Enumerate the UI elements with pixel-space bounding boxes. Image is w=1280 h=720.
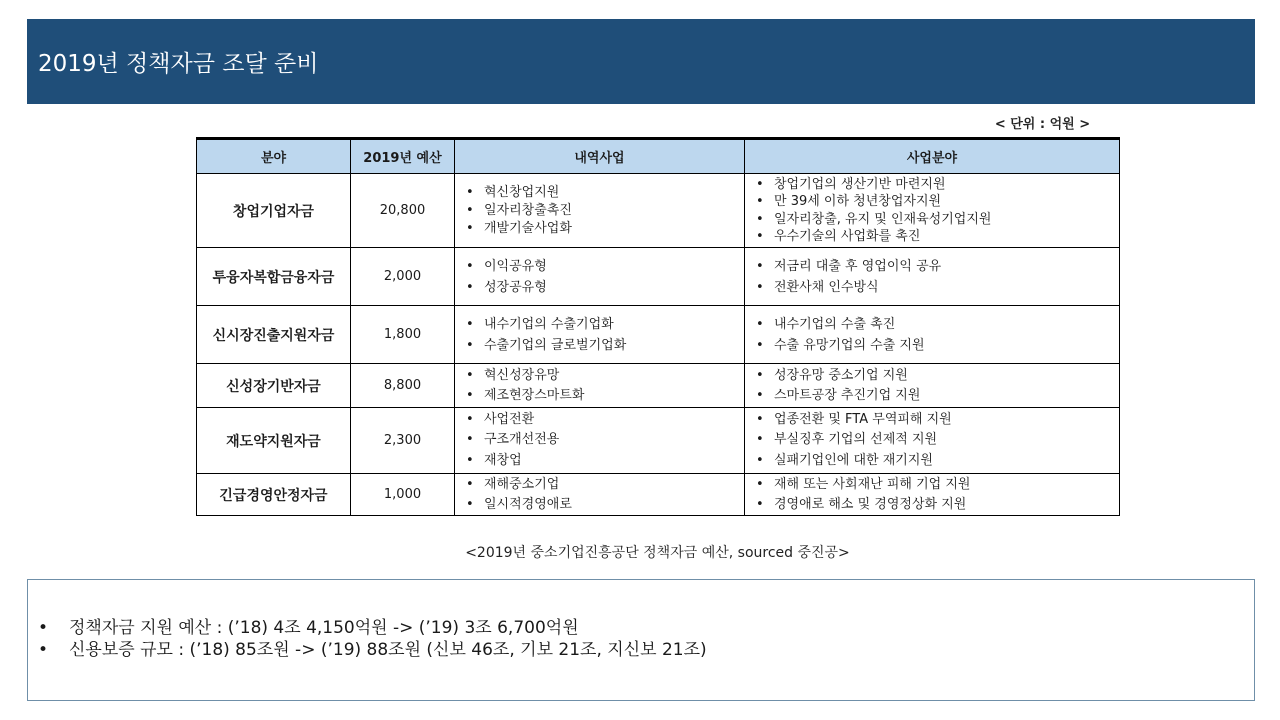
list-item: • 성장유망 중소기업 지원 xyxy=(756,366,1119,386)
list-item: • 일자리창출촉진 xyxy=(466,202,744,220)
table-row xyxy=(197,474,1120,516)
programs-cell xyxy=(455,474,745,516)
table-header-row xyxy=(197,139,1120,174)
areas-cell xyxy=(745,408,1120,474)
list-item: • 개발기술사업화 xyxy=(466,220,744,238)
list-item: • 제조현장스마트화 xyxy=(466,386,744,406)
field-cell: 재도약지원자금 xyxy=(197,408,351,474)
list-item: • 재해 또는 사회재난 피해 기업 지원 xyxy=(756,475,1119,495)
column-header: 2019년 예산 xyxy=(351,139,455,174)
list-item: • 재해중소기업 xyxy=(466,475,744,495)
list-item: • 수출 유망기업의 수출 지원 xyxy=(756,335,1119,356)
table-row xyxy=(197,408,1120,474)
list-item: • 혁신창업지원 xyxy=(466,184,744,202)
list-item: • 혁신성장유망 xyxy=(466,366,744,386)
budget-cell: 1,000 xyxy=(351,474,455,516)
summary-item: • 정책자금 지원 예산 : (’18) 4조 4,150억원 -> (’19) 3조 6,700억원 xyxy=(38,617,707,639)
page-title: 2019년 정책자금 조달 준비 xyxy=(38,51,319,77)
list-item: • 경영애로 해소 및 경영정상화 지원 xyxy=(756,495,1119,515)
column-header: 분야 xyxy=(197,139,351,174)
field-cell: 창업기업자금 xyxy=(197,174,351,248)
list-item: • 우수기술의 사업화를 촉진 xyxy=(756,228,1119,246)
list-item: • 전환사채 인수방식 xyxy=(756,277,1119,298)
budget-table xyxy=(196,137,1120,516)
budget-cell: 20,800 xyxy=(351,174,455,248)
areas-cell xyxy=(745,248,1120,306)
programs-cell xyxy=(455,408,745,474)
table-caption: <2019년 중소기업진흥공단 정책자금 예산, sourced 중진공> xyxy=(465,545,850,561)
budget-cell: 1,800 xyxy=(351,306,455,364)
list-item: • 업종전환 및 FTA 무역피해 지원 xyxy=(756,410,1119,431)
list-item: • 내수기업의 수출 촉진 xyxy=(756,314,1119,335)
areas-cell xyxy=(745,174,1120,248)
field-cell: 신시장진출지원자금 xyxy=(197,306,351,364)
summary-item: • 신용보증 규모 : (’18) 85조원 -> (’19) 88조원 (신보 46조, 기보 21조, 지신보 21조) xyxy=(38,639,707,661)
field-cell: 신성장기반자금 xyxy=(197,364,351,408)
table-row xyxy=(197,248,1120,306)
field-cell: 투융자복합금융자금 xyxy=(197,248,351,306)
list-item: • 일자리창출, 유지 및 인재육성기업지원 xyxy=(756,211,1119,229)
summary-list xyxy=(38,617,707,661)
areas-cell xyxy=(745,306,1120,364)
areas-cell xyxy=(745,364,1120,408)
budget-cell: 2,000 xyxy=(351,248,455,306)
column-header: 내역사업 xyxy=(455,139,745,174)
summary-box xyxy=(27,579,1255,701)
list-item: • 실패기업인에 대한 재기지원 xyxy=(756,451,1119,472)
list-item: • 사업전환 xyxy=(466,410,744,431)
list-item: • 구조개선전용 xyxy=(466,430,744,451)
list-item: • 스마트공장 추진기업 지원 xyxy=(756,386,1119,406)
field-cell: 긴급경영안정자금 xyxy=(197,474,351,516)
list-item: • 일시적경영애로 xyxy=(466,495,744,515)
programs-cell xyxy=(455,364,745,408)
table-row xyxy=(197,364,1120,408)
areas-cell xyxy=(745,474,1120,516)
list-item: • 부실징후 기업의 선제적 지원 xyxy=(756,430,1119,451)
budget-cell: 2,300 xyxy=(351,408,455,474)
list-item: • 만 39세 이하 청년창업자지원 xyxy=(756,193,1119,211)
title-bar xyxy=(27,19,1255,104)
list-item: • 재창업 xyxy=(466,451,744,472)
table-row xyxy=(197,306,1120,364)
list-item: • 내수기업의 수출기업화 xyxy=(466,314,744,335)
budget-cell: 8,800 xyxy=(351,364,455,408)
list-item: • 이익공유형 xyxy=(466,256,744,277)
table-row xyxy=(197,174,1120,248)
unit-note: < 단위 : 억원 > xyxy=(994,117,1091,132)
list-item: • 저금리 대출 후 영업이익 공유 xyxy=(756,256,1119,277)
list-item: • 성장공유형 xyxy=(466,277,744,298)
list-item: • 수출기업의 글로벌기업화 xyxy=(466,335,744,356)
programs-cell xyxy=(455,306,745,364)
programs-cell xyxy=(455,174,745,248)
programs-cell xyxy=(455,248,745,306)
list-item: • 창업기업의 생산기반 마련지원 xyxy=(756,176,1119,194)
column-header: 사업분야 xyxy=(745,139,1120,174)
